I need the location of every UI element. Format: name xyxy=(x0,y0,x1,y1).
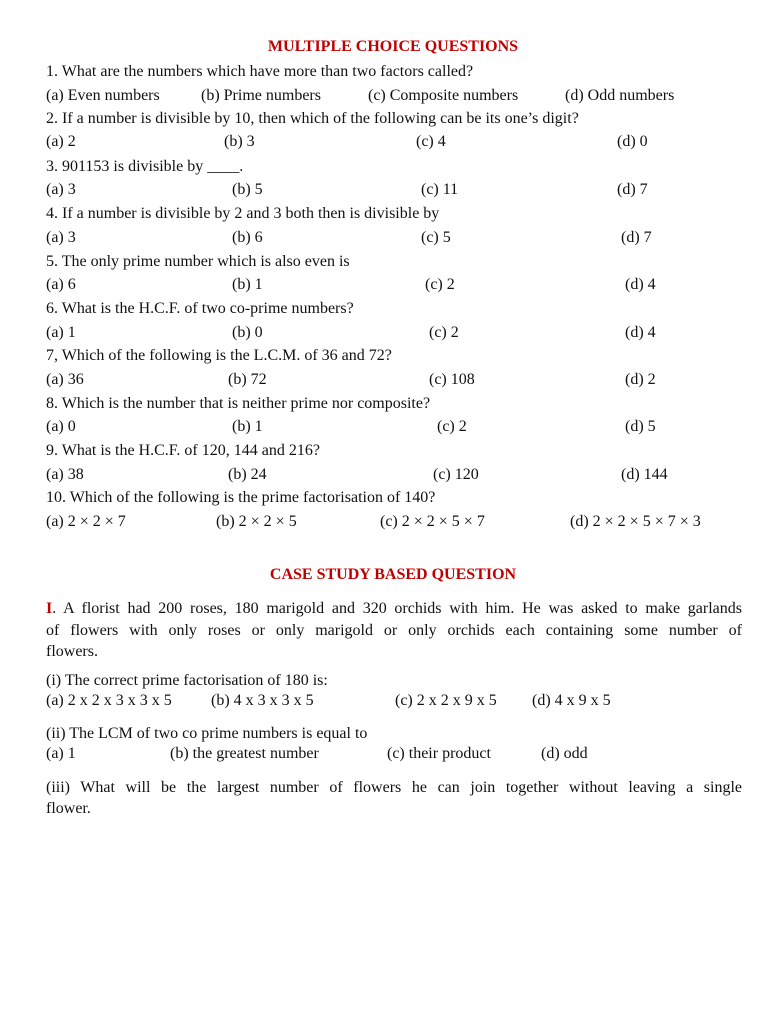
q7-option-c: (c) 108 xyxy=(429,371,475,388)
q5-option-d: (d) 4 xyxy=(625,276,656,293)
sub-ii-option-c: (c) their product xyxy=(387,745,491,762)
sub-i-option-d: (d) 4 x 9 x 5 xyxy=(532,692,611,709)
q1-option-c: (c) Composite numbers xyxy=(368,87,519,104)
q1-option-d: (d) Odd numbers xyxy=(565,87,675,104)
q4-option-a: (a) 3 xyxy=(46,229,76,246)
q10-option-a: (a) 2 × 2 × 7 xyxy=(46,513,126,530)
q4-option-b: (b) 6 xyxy=(232,229,263,246)
case-study-intro-line-3: flowers. xyxy=(46,643,98,660)
q4-option-d: (d) 7 xyxy=(621,229,652,246)
question-7: 7, Which of the following is the L.C.M. of 36 and 72? xyxy=(46,347,392,364)
sub-i-option-c: (c) 2 x 2 x 9 x 5 xyxy=(395,692,497,709)
q6-option-d: (d) 4 xyxy=(625,324,656,341)
q5-option-c: (c) 2 xyxy=(425,276,455,293)
sub-question-iii-line-2: flower. xyxy=(46,800,91,817)
q1-option-a: (a) Even numbers xyxy=(46,87,160,104)
q6-option-c: (c) 2 xyxy=(429,324,459,341)
question-2: 2. If a number is divisible by 10, then which of the following can be its one’s digit? xyxy=(46,110,579,127)
q1-option-b: (b) Prime numbers xyxy=(201,87,321,104)
sub-ii-option-a: (a) 1 xyxy=(46,745,76,762)
q10-option-d: (d) 2 × 2 × 5 × 7 × 3 xyxy=(570,513,701,530)
case-study-heading: CASE STUDY BASED QUESTION xyxy=(269,566,517,583)
q2-option-b: (b) 3 xyxy=(224,133,255,150)
question-8: 8. Which is the number that is neither prime nor composite? xyxy=(46,395,431,412)
question-3: 3. 901153 is divisible by ____. xyxy=(46,158,244,175)
sub-i-option-a: (a) 2 x 2 x 3 x 3 x 5 xyxy=(46,692,172,709)
sub-question-ii: (ii) The LCM of two co prime numbers is equal to xyxy=(46,725,368,742)
q7-option-b: (b) 72 xyxy=(228,371,267,388)
mcq-heading: MULTIPLE CHOICE QUESTIONS xyxy=(267,38,519,55)
question-10: 10. Which of the following is the prime factorisation of 140? xyxy=(46,489,436,506)
q7-option-a: (a) 36 xyxy=(46,371,84,388)
question-6: 6. What is the H.C.F. of two co-prime numbers? xyxy=(46,300,354,317)
case-study-intro-line-1 xyxy=(46,598,742,619)
case-study-intro-text: . A florist had 200 roses, 180 marigold and 320 orchids with him. He was asked to make garlands xyxy=(52,600,742,617)
q9-option-a: (a) 38 xyxy=(46,466,84,483)
q7-option-d: (d) 2 xyxy=(625,371,656,388)
q2-option-d: (d) 0 xyxy=(617,133,648,150)
sub-ii-option-b: (b) the greatest number xyxy=(170,745,319,762)
question-1: 1. What are the numbers which have more than two factors called? xyxy=(46,63,474,80)
q6-option-a: (a) 1 xyxy=(46,324,76,341)
q9-option-d: (d) 144 xyxy=(621,466,668,483)
q2-option-c: (c) 4 xyxy=(416,133,446,150)
q8-option-a: (a) 0 xyxy=(46,418,76,435)
case-study-marker: I xyxy=(46,600,53,617)
q3-option-a: (a) 3 xyxy=(46,181,76,198)
q9-option-c: (c) 120 xyxy=(433,466,479,483)
q8-option-d: (d) 5 xyxy=(625,418,656,435)
sub-ii-option-d: (d) odd xyxy=(541,745,588,762)
q10-option-b: (b) 2 × 2 × 5 xyxy=(216,513,297,530)
question-9: 9. What is the H.C.F. of 120, 144 and 216? xyxy=(46,442,320,459)
q4-option-c: (c) 5 xyxy=(421,229,451,246)
q3-option-b: (b) 5 xyxy=(232,181,263,198)
question-4: 4. If a number is divisible by 2 and 3 both then is divisible by xyxy=(46,205,440,222)
q3-option-d: (d) 7 xyxy=(617,181,648,198)
case-study-intro-line-2: of flowers with only roses or only marigold or only orchids each containing some number of xyxy=(46,622,742,639)
q8-option-c: (c) 2 xyxy=(437,418,467,435)
sub-question-i: (i) The correct prime factorisation of 180 is: xyxy=(46,672,328,689)
q10-option-c: (c) 2 × 2 × 5 × 7 xyxy=(380,513,485,530)
q2-option-a: (a) 2 xyxy=(46,133,76,150)
q3-option-c: (c) 11 xyxy=(421,181,459,198)
q5-option-b: (b) 1 xyxy=(232,276,263,293)
sub-i-option-b: (b) 4 x 3 x 3 x 5 xyxy=(211,692,314,709)
q6-option-b: (b) 0 xyxy=(232,324,263,341)
q5-option-a: (a) 6 xyxy=(46,276,76,293)
sub-question-iii-line-1: (iii) What will be the largest number of flowers he can join together without leaving a single xyxy=(46,779,742,796)
q9-option-b: (b) 24 xyxy=(228,466,267,483)
q8-option-b: (b) 1 xyxy=(232,418,263,435)
question-5: 5. The only prime number which is also even is xyxy=(46,253,350,270)
